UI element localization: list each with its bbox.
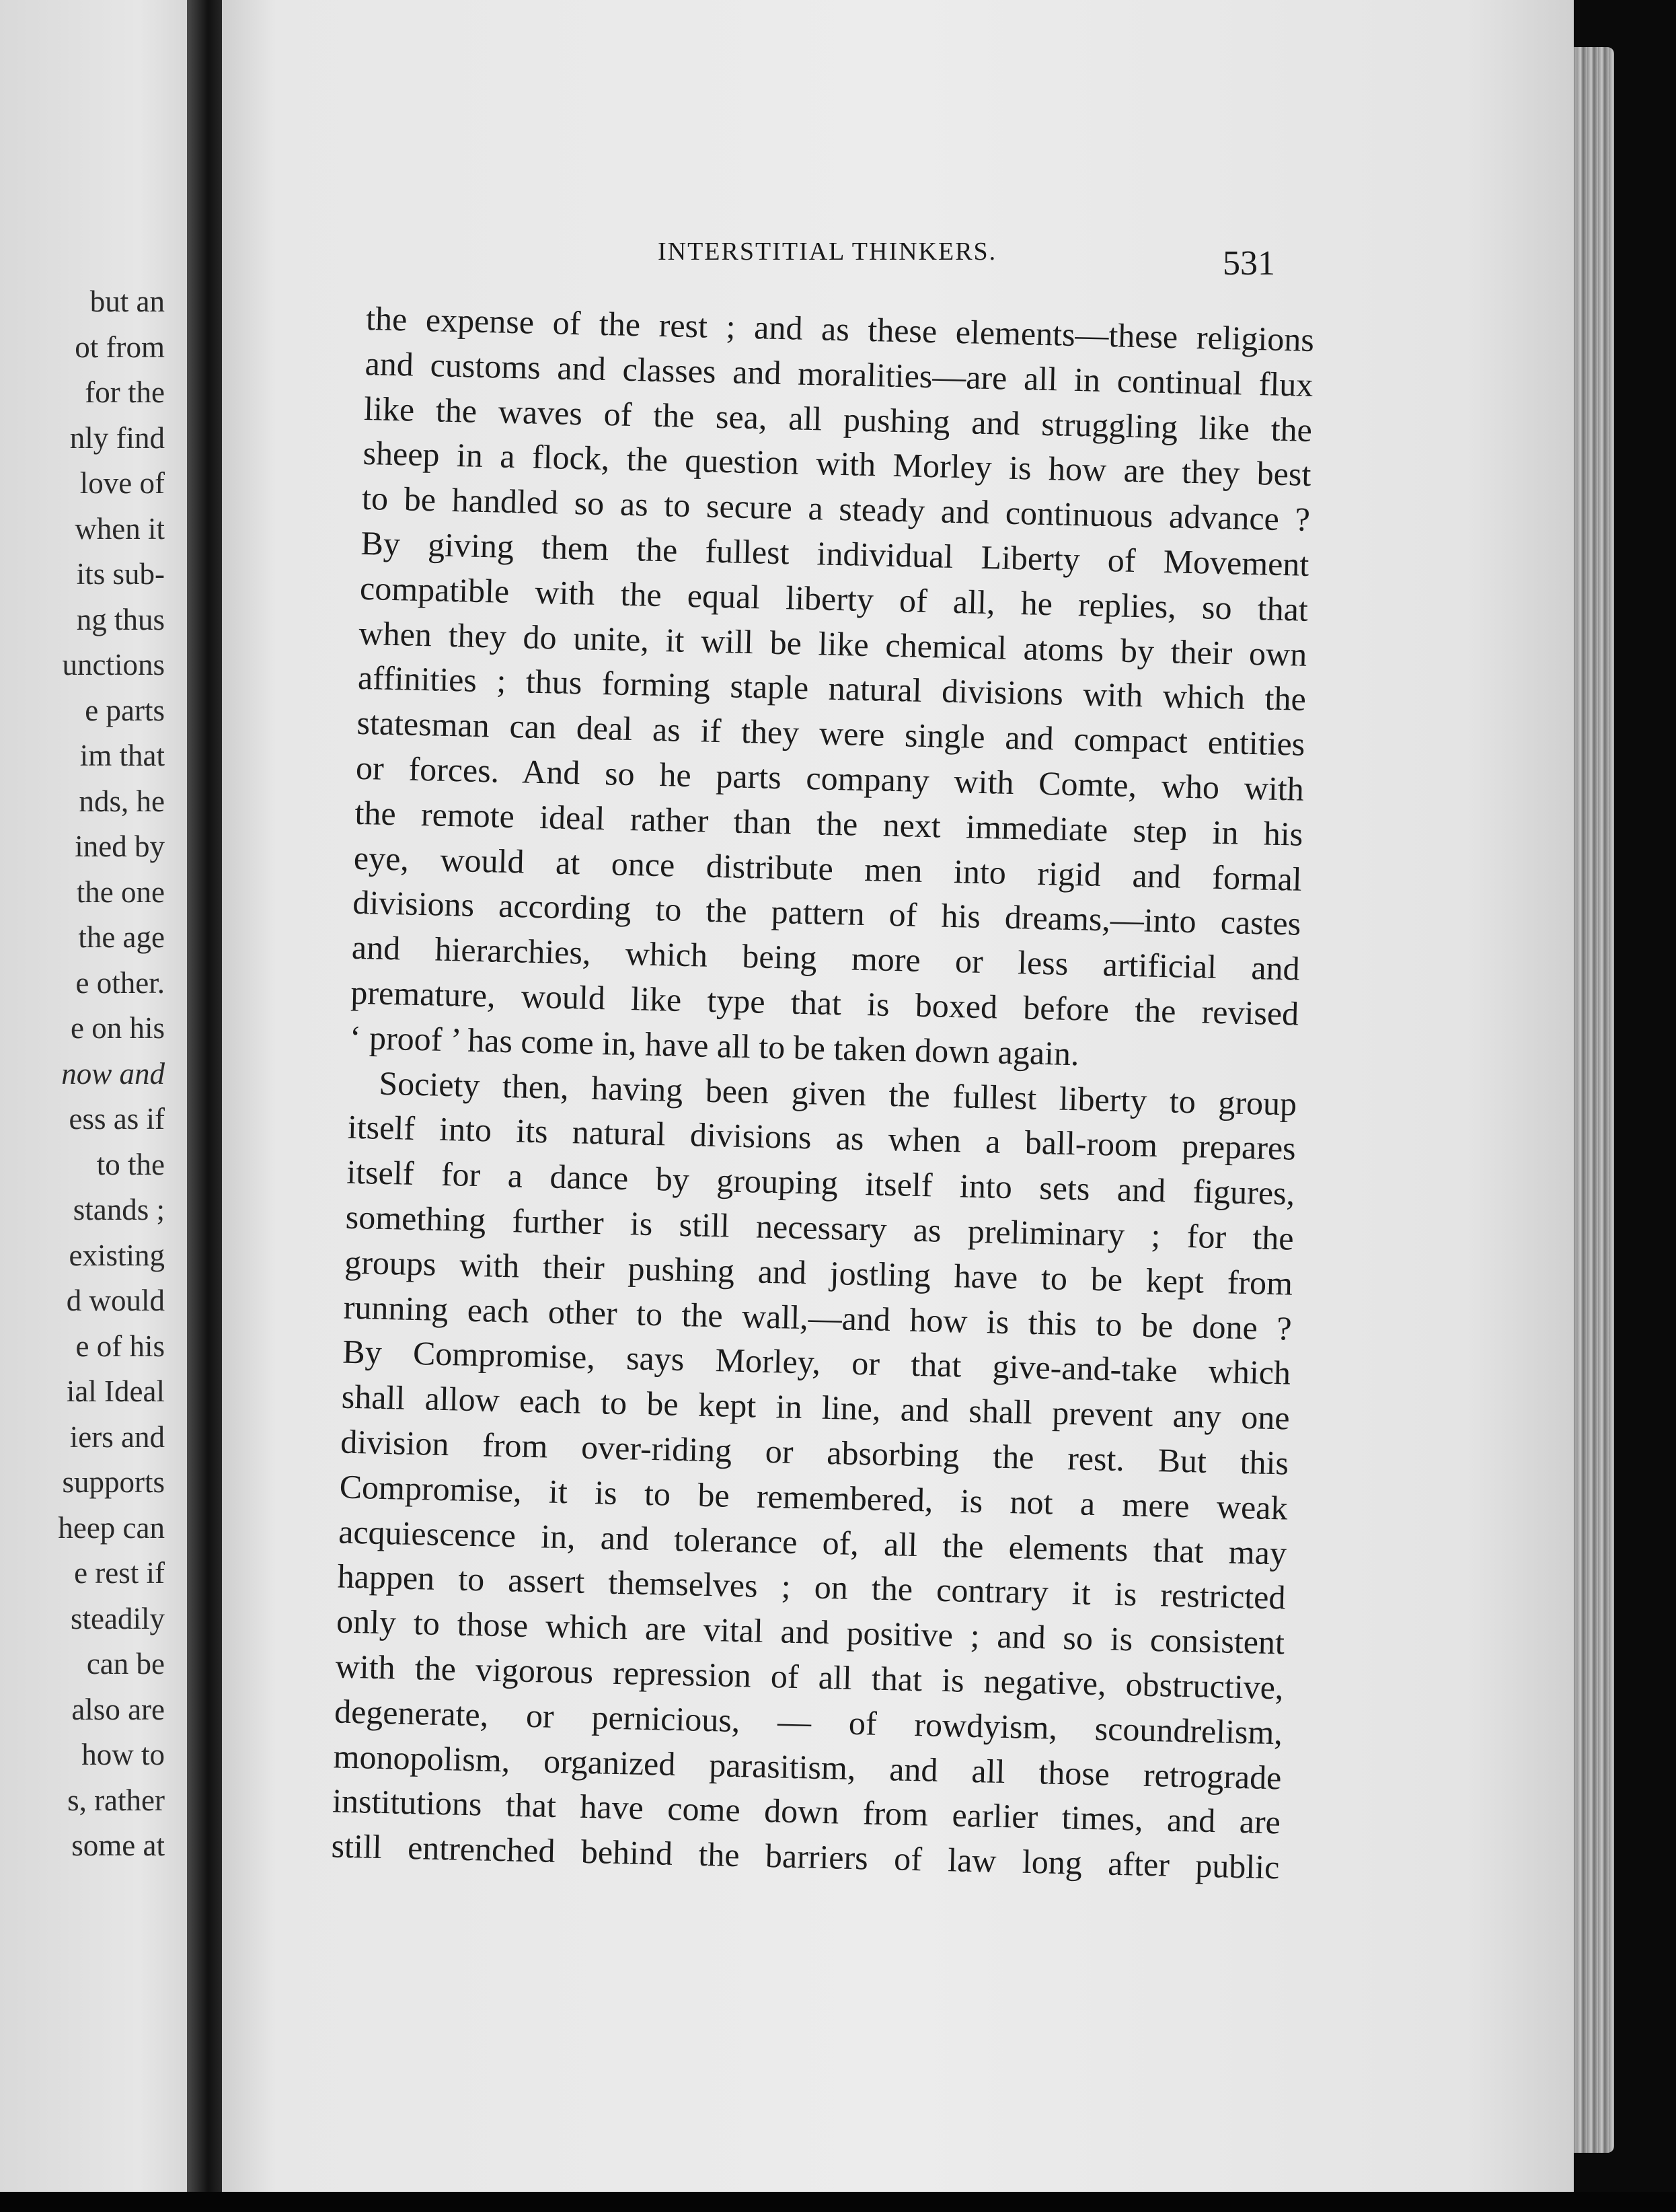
text-line: the remote ideal rather than the next immediate step in his bbox=[354, 793, 1303, 853]
text-line: shall allow each to be kept in line, and shall prevent any one bbox=[341, 1377, 1291, 1437]
left-page-line: ess as if bbox=[69, 1102, 165, 1136]
text-line: Society then, having been given the fullest liberty to group bbox=[378, 1064, 1297, 1123]
left-page-line: e other. bbox=[75, 965, 165, 1000]
left-page-line: to the bbox=[96, 1147, 165, 1181]
left-page-text bbox=[58, 279, 165, 1869]
left-page-line: love of bbox=[79, 466, 165, 500]
text-line: the expense of the rest ; and as these elements—these religions bbox=[365, 299, 1315, 359]
text-line: only to those which are vital and positive ; and so is consistent bbox=[336, 1602, 1285, 1662]
text-line: acquiescence in, and tolerance of, all the elements that may bbox=[338, 1512, 1287, 1572]
text-line: or forces. And so he parts company with Comte, who with bbox=[355, 748, 1305, 808]
bottom-shadow bbox=[0, 2192, 1676, 2212]
left-page-line: now and bbox=[61, 1056, 165, 1091]
left-page-line: e of his bbox=[75, 1329, 165, 1363]
left-page-line: e rest if bbox=[74, 1556, 165, 1590]
text-line: By Compromise, says Morley, or that give-and-take which bbox=[342, 1332, 1291, 1392]
left-page-line: ial Ideal bbox=[66, 1374, 165, 1408]
text-line: itself into its natural divisions as when a ball-room prepares bbox=[347, 1108, 1297, 1168]
text-line: degenerate, or pernicious, — of rowdyism, scoundrelism, bbox=[334, 1692, 1283, 1752]
left-page-line: nds, he bbox=[79, 784, 165, 818]
text-line: monopolism, organized parasitism, and all those retrograde bbox=[333, 1736, 1283, 1796]
page-number: 531 bbox=[1223, 244, 1275, 283]
left-page-line: its sub- bbox=[76, 557, 165, 591]
left-page-line: ng thus bbox=[76, 602, 165, 636]
text-line: to be handled so as to secure a steady and continuous advance ? bbox=[361, 479, 1311, 539]
left-page-line: but an bbox=[89, 285, 165, 318]
text-line: Compromise, it is to be remembered, is not a mere weak bbox=[339, 1467, 1289, 1527]
text-line: happen to assert themselves ; on the contrary it is restricted bbox=[337, 1557, 1287, 1617]
text-line: divisions according to the pattern of his dreams,—into castes bbox=[352, 883, 1301, 943]
left-page-line: when it bbox=[75, 511, 165, 546]
text-line: still entrenched behind the barriers of law long after public bbox=[331, 1827, 1280, 1886]
left-page-line: the one bbox=[76, 875, 165, 909]
left-page-line: the age bbox=[78, 920, 165, 954]
text-line: running each other to the wall,—and how is this to be done ? bbox=[343, 1288, 1293, 1348]
left-page-line: d would bbox=[66, 1284, 165, 1317]
text-line: like the waves of the sea, all pushing and struggling like the bbox=[363, 389, 1313, 449]
left-page-line: heep can bbox=[58, 1510, 165, 1545]
left-page-line: steadily bbox=[71, 1601, 165, 1635]
left-page-line: existing bbox=[69, 1238, 165, 1272]
text-line: By giving them the fullest individual Liberty of Movement bbox=[360, 523, 1309, 583]
left-page-line: ot from bbox=[75, 330, 165, 364]
left-page-line: ined by bbox=[75, 830, 165, 863]
text-line: eye, would at once distribute men into rigid and formal bbox=[353, 838, 1303, 898]
text-line: groups with their pushing and jostling have to be kept from bbox=[344, 1243, 1293, 1302]
left-page-line: im that bbox=[79, 739, 165, 772]
left-page-line: unctions bbox=[62, 648, 165, 681]
text-line: and customs and classes and moralities—are all in continual flux bbox=[365, 344, 1314, 404]
left-page-line: nly find bbox=[69, 420, 165, 455]
text-line: statesman can deal as if they were single and compact entities bbox=[356, 704, 1305, 763]
left-page-line: for the bbox=[85, 375, 165, 409]
left-page-line: can be bbox=[86, 1647, 165, 1681]
text-line: affinities ; thus forming staple natural divisions with which the bbox=[357, 659, 1307, 718]
body-text bbox=[331, 296, 1315, 1890]
text-line: compatible with the equal liberty of all, he replies, so that bbox=[359, 568, 1309, 628]
text-line: itself for a dance by grouping itself into sets and figures, bbox=[346, 1152, 1295, 1212]
left-page-line: s, rather bbox=[67, 1783, 165, 1817]
text-line: something further is still necessary as preliminary ; for the bbox=[345, 1197, 1295, 1257]
text-line: with the vigorous repression of all that is negative, obstructive, bbox=[335, 1647, 1285, 1707]
left-page-line: some at bbox=[71, 1829, 165, 1862]
running-head: INTERSTITIAL THINKERS. bbox=[658, 237, 997, 266]
left-page-line: supports bbox=[62, 1465, 165, 1499]
text-line: and hierarchies, which being more or less artificial and bbox=[351, 928, 1301, 988]
text-line: when they do unite, it will be like chemical atoms by their own bbox=[358, 614, 1307, 673]
text-line: ‘ proof ’ has come in, have all to be taken down again. bbox=[349, 1018, 1080, 1073]
left-page-line: stands ; bbox=[73, 1193, 165, 1226]
left-page-line: e parts bbox=[85, 693, 165, 727]
left-page-line: e on his bbox=[71, 1011, 165, 1045]
text-line: premature, would like type that is boxed before the revised bbox=[350, 973, 1299, 1033]
text-line: division from over-riding or absorbing the rest. But this bbox=[340, 1422, 1289, 1482]
text-line: institutions that have come down from earlier times, and are bbox=[332, 1781, 1281, 1841]
left-page-line: how to bbox=[81, 1738, 165, 1771]
left-page-line: also are bbox=[71, 1692, 165, 1726]
left-page-line: iers and bbox=[69, 1420, 165, 1454]
text-line: sheep in a flock, the question with Morley is how are they best bbox=[363, 434, 1311, 494]
